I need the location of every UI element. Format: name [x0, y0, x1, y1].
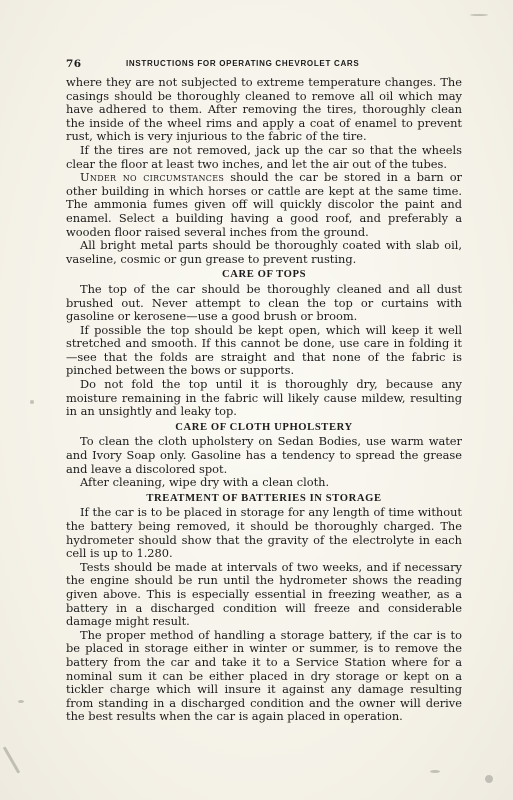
- paragraph: If possible the top should be kept open, which will keep it well stretched and smooth. If this cannot be done, use care in folding it—see that the folds are straight and that none of the fabric is pinched between the bows or supports.: [66, 322, 462, 378]
- running-head: INSTRUCTIONS FOR OPERATING CHEVROLET CARS: [126, 59, 360, 68]
- speck: [3, 746, 21, 773]
- paragraph: Do not fold the top until it is thoroughly dry, because any moisture remaining in the fabric will likely cause mildew, resulting in an unsightly and leaky top.: [66, 377, 462, 419]
- speck: [18, 700, 24, 703]
- paragraph: Tests should be made at intervals of two weeks, and if necessary the engine should be run until the hydrometer shows the reading given above. This is especially essential in freezing weather, as a battery in a discharged condition will freeze and considerable damage might result.: [66, 559, 462, 629]
- paragraph: The top of the car should be thoroughly cleaned and all dust brushed out. Never attempt to clean the top or curtains with gasoline or kerosene—use a good brush or broom.: [66, 281, 462, 324]
- paragraph-text: should the car be stored in a barn or other building in which horses or cattle are kept at the same time. The ammonia fumes given off will quickly discolor the paint and enamel. Select a building having a good roof, and preferably a wooden floor raised several inches from the ground.: [66, 170, 462, 239]
- speck: [470, 14, 488, 16]
- section-heading: CARE OF CLOTH UPHOLSTERY: [175, 421, 353, 433]
- emphasis-lead: Under no circumstances: [80, 170, 225, 185]
- speck: [30, 400, 34, 404]
- paragraph: If the car is to be placed in storage for any length of time without the battery being removed, it should be thoroughly charged. The hydrometer should show that the gravity of the electrolyte in each cell is up to 1.280.: [66, 505, 462, 561]
- speck: [485, 775, 493, 783]
- section-heading: TREATMENT OF BATTERIES IN STORAGE: [146, 492, 382, 504]
- paragraph: All bright metal parts should be thoroughly coated with slab oil, vaseline, cosmic or gun grease to prevent rusting.: [66, 238, 462, 266]
- paragraph: [66, 171, 462, 239]
- paragraph: After cleaning, wipe dry with a clean cloth.: [80, 475, 330, 490]
- page-number: 76: [66, 58, 82, 70]
- page-header: [66, 58, 462, 72]
- paragraph: The proper method of handling a storage battery, if the car is to be placed in storage either in winter or summer, is to remove the battery from the car and take it to a Service Station where for a nominal sum it can be either placed in dry storage or kept on a tickler charge which will insure it against any damage resulting from standing in a discharged condition and the owner will derive the best results when the car is again placed in operation.: [66, 627, 462, 724]
- section-heading: CARE OF TOPS: [221, 269, 307, 281]
- page-body: [66, 76, 462, 724]
- speck: [430, 770, 440, 773]
- paragraph: If the tires are not removed, jack up the car so that the wheels clear the floor at least two inches, and let the air out of the tubes.: [66, 142, 462, 171]
- paragraph: To clean the cloth upholstery on Sedan Bodies, use warm water and Ivory Soap only. Gasoline has a tendency to spread the grease and leave a discolored spot.: [66, 434, 462, 476]
- paragraph: where they are not subjected to extreme temperature changes. The casings should be thoroughly cleaned to remove all oil which may have adhered to them. After removing the tires, thoroughly clean the inside of the wheel rims and apply a coat of enamel to prevent rust, which is very injurious to the fabric of the tire.: [66, 75, 462, 144]
